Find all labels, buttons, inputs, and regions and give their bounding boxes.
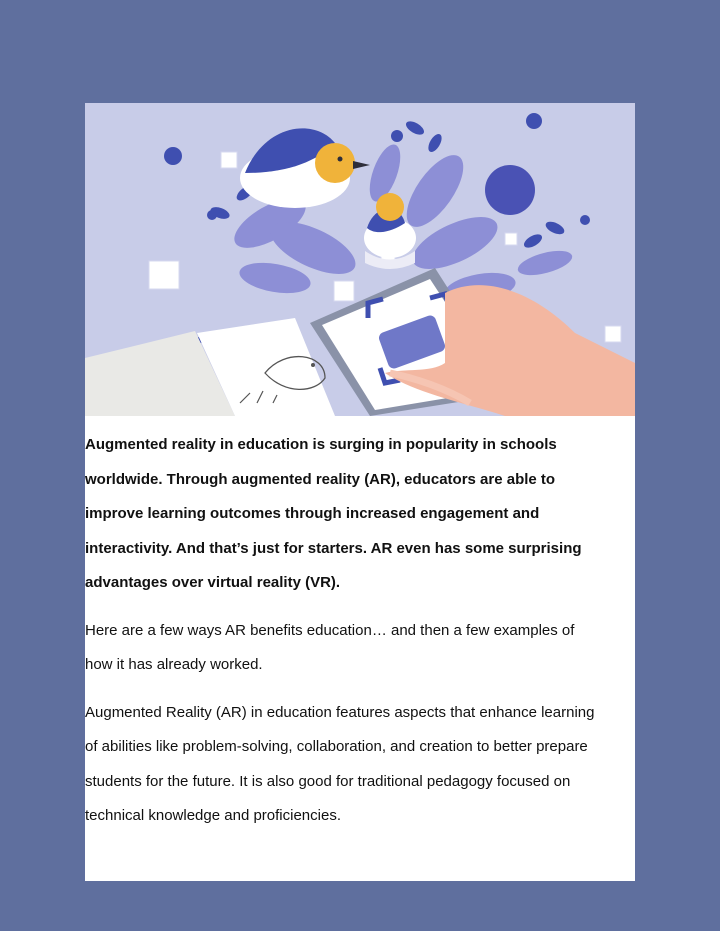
body-line: students for the future. It is also good for traditional pedagogy focused on — [85, 772, 571, 790]
lead-line: Augmented reality in education is surging in popularity in schools — [85, 436, 557, 453]
document-page — [85, 103, 635, 881]
body-line: Augmented Reality (AR) in education features aspects that enhance learning — [85, 703, 595, 721]
lead-line: improve learning outcomes through increased engagement and — [85, 505, 540, 522]
decor-circle-large — [485, 165, 535, 215]
body-line: of abilities like problem-solving, collaboration, and creation to better prepare — [85, 738, 588, 755]
decor-dot-3 — [526, 113, 542, 129]
decor-dot-4 — [391, 130, 403, 142]
body-line: how it has already worked. — [85, 656, 263, 673]
lead-line: worldwide. Through augmented reality (AR), educators are able to — [85, 470, 556, 488]
body-paragraph-2 — [85, 696, 633, 834]
augmented-reality-illustration — [85, 103, 635, 416]
body-line: technical knowledge and proficiencies. — [85, 807, 341, 824]
decor-dot-5 — [580, 215, 590, 225]
decor-dot-1 — [164, 147, 182, 165]
body-line: Here are a few ways AR benefits education… and then a few examples of — [85, 621, 575, 639]
article-text — [85, 428, 633, 834]
lead-line: interactivity. And that’s just for starters. AR even has some surprising — [85, 539, 582, 557]
body-paragraph-1 — [85, 614, 633, 683]
lead-line: advantages over virtual reality (VR). — [85, 574, 341, 591]
lead-paragraph — [85, 428, 633, 601]
hero-illustration — [85, 103, 635, 416]
